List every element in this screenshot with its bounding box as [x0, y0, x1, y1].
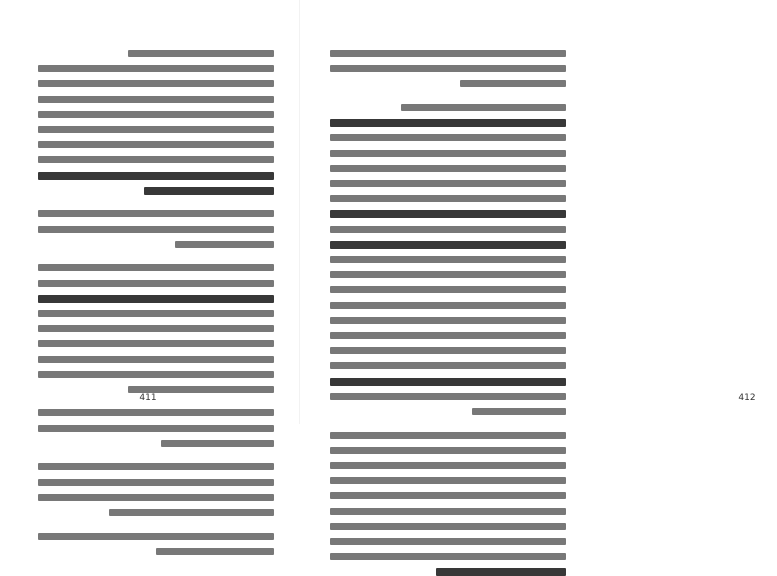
text-line [330, 286, 566, 293]
text-line [175, 241, 274, 248]
text-line [436, 568, 566, 576]
text-line [472, 408, 566, 415]
text-line [330, 332, 566, 339]
text-line [38, 310, 274, 317]
text-line [330, 256, 566, 263]
text-line [330, 165, 566, 172]
text-line [460, 80, 566, 87]
text-line [330, 393, 566, 400]
text-line [330, 447, 566, 454]
text-line [38, 172, 274, 180]
text-line [38, 65, 274, 72]
text-line [330, 477, 566, 484]
text-line [330, 508, 566, 515]
text-line [330, 378, 566, 386]
text-line [330, 119, 566, 127]
text-line [109, 509, 274, 516]
text-line [38, 126, 274, 133]
text-line [38, 111, 274, 118]
text-line [38, 141, 274, 148]
text-line [330, 50, 566, 57]
text-line [330, 226, 566, 233]
right-page-number: 412 [738, 393, 756, 403]
text-line [330, 432, 566, 439]
text-line [330, 523, 566, 530]
text-line [38, 463, 274, 470]
text-line [330, 271, 566, 278]
text-line [38, 356, 274, 363]
text-line [38, 226, 274, 233]
text-line [38, 96, 274, 103]
text-line [330, 210, 566, 218]
text-line [128, 50, 274, 57]
text-line [330, 65, 566, 72]
text-line [330, 150, 566, 157]
text-line [38, 425, 274, 432]
text-line [38, 80, 274, 87]
text-line [38, 295, 274, 303]
text-line [330, 134, 566, 141]
left-page-number: 411 [139, 393, 157, 403]
text-line [330, 195, 566, 202]
text-line [330, 538, 566, 545]
text-line [330, 317, 566, 324]
left-page [0, 0, 300, 424]
text-line [38, 280, 274, 287]
text-line [156, 548, 274, 555]
text-line [38, 325, 274, 332]
text-line [38, 156, 274, 163]
text-line [38, 409, 274, 416]
text-line [401, 104, 566, 111]
text-line [330, 241, 566, 249]
text-line [38, 371, 274, 378]
text-line [38, 210, 274, 217]
text-line [330, 347, 566, 354]
text-line [330, 362, 566, 369]
text-line [330, 180, 566, 187]
text-line [330, 462, 566, 469]
text-line [38, 494, 274, 501]
text-line [38, 264, 274, 271]
text-line [128, 386, 274, 393]
text-line [144, 187, 274, 195]
text-line [330, 302, 566, 309]
text-line [161, 440, 274, 447]
text-line [330, 553, 566, 560]
text-line [38, 533, 274, 540]
right-page [300, 0, 756, 424]
text-line [330, 492, 566, 499]
text-line [38, 340, 274, 347]
text-line [38, 479, 274, 486]
